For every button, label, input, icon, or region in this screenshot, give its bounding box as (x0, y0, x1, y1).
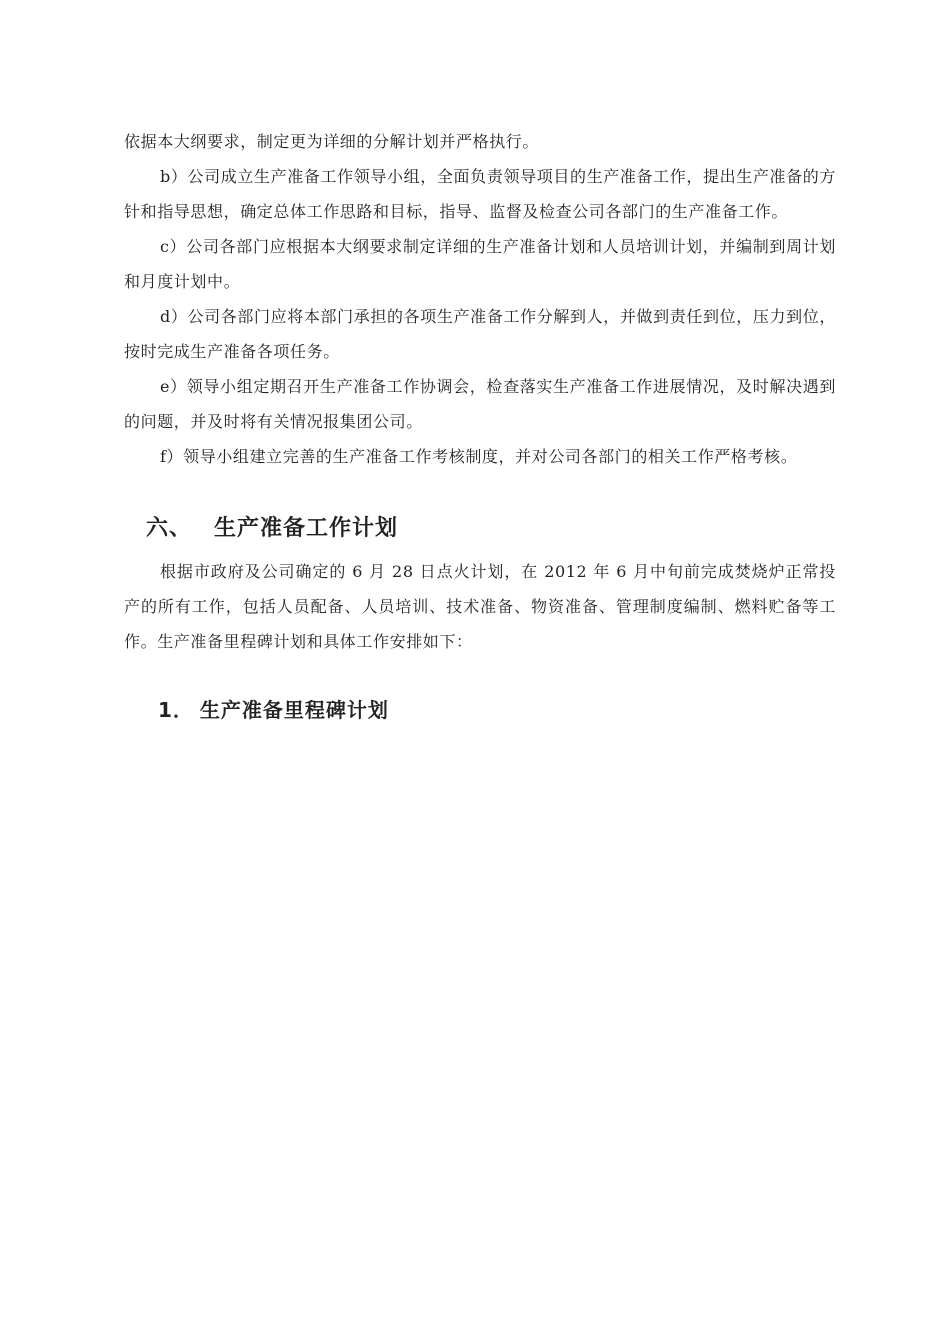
list-item-b (124, 159, 836, 229)
subsection-number: 1． (158, 698, 194, 722)
item-text: 公司各部门应将本部门承担的各项生产准备工作分解到人，并做到责任到位，压力到位，按时完成生产准备各项任务。 (124, 307, 836, 361)
item-marker: d） (160, 307, 188, 326)
section-number: 六、 (146, 516, 193, 541)
list-item-d (124, 299, 836, 369)
opening-paragraph (124, 124, 836, 159)
subsection-1-heading (158, 695, 836, 725)
item-marker: e） (160, 377, 187, 396)
item-text: 公司各部门应根据本大纲要求制定详细的生产准备计划和人员培训计划，并编制到周计划和月度计划中。 (124, 237, 836, 291)
item-marker: f） (160, 447, 184, 466)
section-6-heading (146, 514, 836, 544)
item-text: 领导小组建立完善的生产准备工作考核制度，并对公司各部门的相关工作严格考核。 (183, 447, 798, 466)
item-text: 公司成立生产准备工作领导小组，全面负责领导项目的生产准备工作，提出生产准备的方针和指导思想，确定总体工作思路和目标，指导、监督及检查公司各部门的生产准备工作。 (124, 167, 836, 221)
section-6-paragraph (124, 554, 836, 659)
item-marker: b） (160, 167, 188, 186)
list-item-f (124, 439, 836, 474)
list-item-c (124, 229, 836, 299)
section-6-text: 根据市政府及公司确定的 6 月 28 日点火计划，在 2012 年 6 月中旬前完成焚烧炉正常投产的所有工作，包括人员配备、人员培训、技术准备、物资准备、管理制度编制、燃料贮备等工作。生产准备里程碑计划和具体工作安排如下： (124, 562, 836, 651)
document-body (124, 124, 836, 725)
item-marker: c） (160, 237, 187, 256)
list-item-e (124, 369, 836, 439)
section-title: 生产准备工作计划 (214, 516, 399, 541)
subsection-title: 生产准备里程碑计划 (199, 698, 389, 722)
item-text: 领导小组定期召开生产准备工作协调会，检查落实生产准备工作进展情况，及时解决遇到的问题，并及时将有关情况报集团公司。 (124, 377, 836, 431)
opening-line: 依据本大纲要求，制定更为详细的分解计划并严格执行。 (124, 132, 540, 151)
